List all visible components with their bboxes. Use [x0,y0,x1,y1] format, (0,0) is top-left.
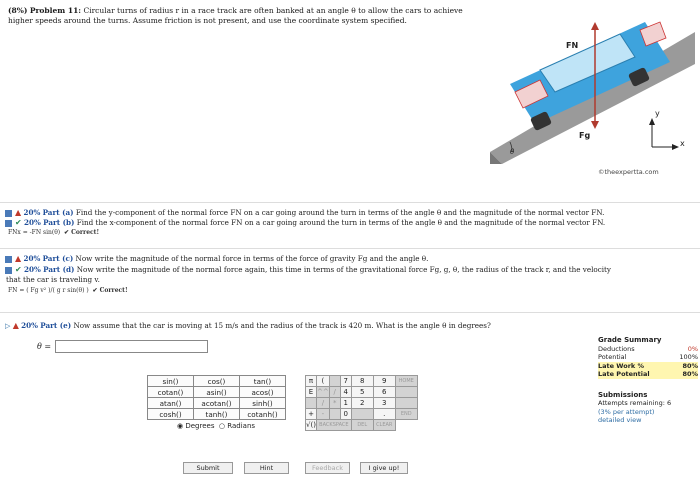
function-key[interactable]: atan() [148,398,194,409]
detailed-view-link[interactable]: detailed view [598,416,642,424]
keypad-row [306,398,418,409]
radians-label: Radians [227,422,256,430]
keypad-row [306,387,418,398]
late-potential-value: 80% [682,370,698,378]
keypad-key[interactable]: 4 [340,387,351,398]
give-up-button[interactable]: I give up! [360,462,408,474]
part-c[interactable] [5,254,428,264]
keypad-key[interactable]: ^^ [317,388,329,396]
function-key[interactable]: acos() [240,387,286,398]
part-d-text: Now write the magnitude of the normal force again, this time in terms of the gravitational force Fg, g, θ, the radius of the track r, and the velocity [76,265,611,274]
theta-label: θ [510,148,515,156]
keypad-key[interactable]: 2 [351,398,373,409]
part-e[interactable] [5,321,491,331]
keypad-key[interactable] [306,398,317,409]
expand-icon[interactable] [5,256,12,263]
part-d-text-continued: that the car is traveling v. [6,275,100,284]
keypad-key[interactable]: E [306,387,317,398]
function-table [147,375,286,420]
keypad-key[interactable]: 1 [340,398,351,409]
keypad-key[interactable] [329,376,340,387]
keypad-key[interactable]: √() [306,421,316,429]
theta-input-label: θ = [37,342,52,351]
keypad-key[interactable]: END [395,409,417,420]
keypad-key[interactable]: ( [317,376,330,387]
part-b-answer-row [8,229,99,236]
attempts-remaining: Attempts remaining: 6 [598,399,672,407]
function-row [148,376,286,387]
part-c-percent: 20% [23,254,41,263]
angle-mode [147,422,286,430]
part-b-answer: FNx = -FN sin(θ) [8,229,61,236]
x-axis-label: x [680,139,685,148]
part-e-text: Now assume that the car is moving at 15 m/s and the radius of the track is 420 m. What is the angle θ in degrees? [73,321,491,330]
part-b-percent: 20% [24,218,41,227]
keypad-key[interactable]: 8 [351,376,373,387]
part-a-label: Part (a) [42,208,74,217]
keypad-key[interactable]: / [317,398,330,409]
keypad-key[interactable]: / [329,387,340,398]
expand-icon[interactable] [5,267,12,274]
keypad [305,375,418,431]
keypad-key[interactable] [329,409,340,420]
part-d-answer: FN = ( Fg v² )/( g r sin(θ) ) [8,287,89,294]
part-c-text: Now write the magnitude of the normal force in terms of the force of gravity Fg and the angle θ. [75,254,429,263]
degrees-radio[interactable]: ◉ Degrees [177,422,215,430]
function-key[interactable]: cotan() [148,387,194,398]
feedback-button[interactable]: Feedback [305,462,350,474]
figure-credit: ©theexpertta.com [598,168,659,176]
fg-label: Fg [579,131,591,140]
potential-label: Potential [598,353,627,361]
banked-car-figure [470,2,695,177]
part-b-text: Find the x-component of the normal force FN on a car going around the turn in terms of the angle θ and the magnitude of the normal vector FN. [76,218,606,227]
warning-icon: ▲ [12,321,19,330]
keypad-key[interactable] [395,398,417,409]
function-key[interactable]: asin() [194,387,240,398]
part-d-answer-row [8,287,128,294]
deductions-label: Deductions [598,344,635,353]
expand-icon[interactable] [5,220,12,227]
function-row [148,387,286,398]
y-axis-label: y [655,109,660,118]
keypad-key[interactable]: BACKSPACE [317,420,352,431]
keypad-key[interactable]: + [306,409,317,420]
late-work-value: 80% [682,361,698,370]
function-key[interactable]: cosh() [148,409,194,420]
keypad-key[interactable]: 6 [373,387,395,398]
part-d-status: ✔ Correct! [92,287,128,294]
part-b[interactable] [5,218,605,228]
part-a-text: Find the y-component of the normal force FN on a car going around the turn in terms of the angle θ and the magnitude of the normal vector FN. [75,208,605,217]
checkmark-icon: ✔ [15,265,22,274]
problem-title: Problem 11: [29,6,82,15]
function-key[interactable]: tanh() [194,409,240,420]
keypad-key[interactable]: 0 [340,409,351,420]
part-d[interactable] [5,265,611,275]
function-key[interactable]: cotanh() [240,409,286,420]
function-row [148,398,286,409]
function-key[interactable]: cos() [194,376,240,387]
part-a-percent: 20% [23,208,41,217]
keypad-key[interactable]: * [329,398,340,409]
function-key[interactable]: tan() [240,376,286,387]
hint-button[interactable]: Hint [244,462,289,474]
potential-value: 100% [679,353,698,361]
part-e-label: Part (e) [40,321,72,330]
part-e-percent: 20% [21,321,38,330]
fn-label: FN [566,41,579,50]
keypad-key[interactable]: π [306,376,317,387]
grade-title: Grade Summary [598,336,662,344]
keypad-row [306,376,418,387]
submit-button[interactable]: Submit [183,462,233,474]
function-key[interactable]: sin() [148,376,194,387]
radians-radio[interactable]: ○ Radians [218,422,256,430]
keypad-key[interactable]: 3 [373,398,395,409]
checkmark-icon: ✔ [15,218,22,227]
part-c-label: Part (c) [42,254,74,263]
keypad-key[interactable]: 5 [351,387,373,398]
part-b-label: Part (b) [43,218,75,227]
function-key[interactable]: acotan() [194,398,240,409]
problem-statement [8,6,463,26]
keypad-row [306,420,418,431]
deductions-value: 0% [687,344,698,353]
part-d-label: Part (d) [43,265,75,274]
function-row [148,409,286,420]
keypad-key[interactable]: . [373,409,395,420]
keypad-key[interactable] [395,387,417,398]
late-work-label: Late Work % [598,361,645,370]
keypad-key[interactable]: 9 [373,376,395,387]
function-key[interactable]: sinh() [240,398,286,409]
warning-icon: ▲ [15,254,22,263]
keypad-key[interactable]: - [317,409,330,420]
keypad-key[interactable]: 7 [340,376,351,387]
keypad-key[interactable]: CLEAR [373,420,395,431]
late-potential-label: Late Potential [598,370,650,378]
part-d-percent: 20% [24,265,41,274]
problem-text: Circular turns of radius r in a race track are often banked at an angle θ to allow the cars to achieve higher speeds around the turns. Assume friction is not present, and use the coordinate system specified. [8,6,463,25]
theta-answer-input[interactable] [55,340,208,353]
submissions-title: Submissions [598,390,648,399]
part-b-status: ✔ Correct! [63,229,100,236]
keypad-key[interactable]: HOME [395,376,417,387]
grade-summary [598,336,698,425]
part-a[interactable] [5,208,604,218]
keypad-key[interactable] [351,409,373,420]
collapse-arrow-icon[interactable]: ▷ [5,322,11,330]
expand-icon[interactable] [5,210,12,217]
keypad-key[interactable]: DEL [351,420,373,431]
keypad-row [306,409,418,420]
function-panel [147,375,286,430]
warning-icon: ▲ [15,208,22,217]
per-attempt: (3% per attempt) [598,407,655,416]
problem-weight: (8%) [8,6,28,15]
degrees-label: Degrees [185,422,215,430]
